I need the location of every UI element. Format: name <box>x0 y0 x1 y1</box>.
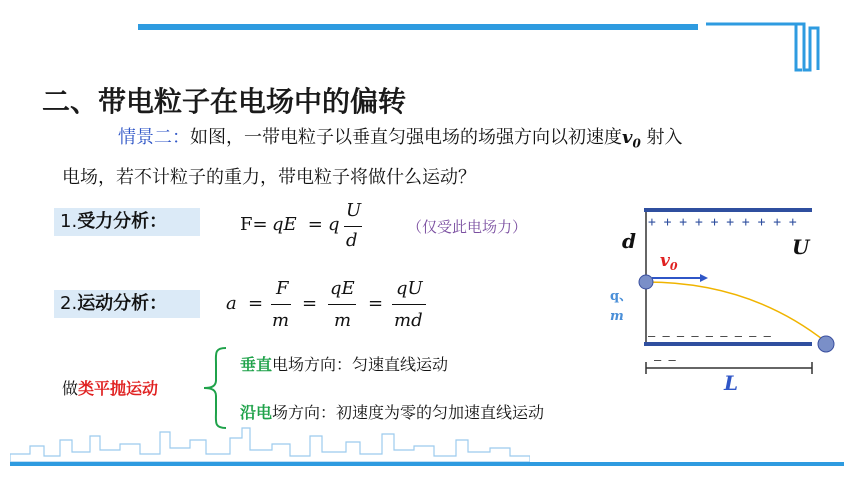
branch1-text: 电场方向：匀速直线运动 <box>272 355 449 374</box>
force-formula <box>240 200 370 260</box>
L-label: L <box>724 371 739 395</box>
particle-start <box>639 275 653 289</box>
d-label: d <box>622 229 636 253</box>
slide-title: 二、带电粒子在电场中的偏转 <box>42 85 407 118</box>
city-skyline-decoration <box>10 410 530 464</box>
velocity-arrowhead <box>700 274 708 282</box>
force-formula-denominator: d <box>346 230 358 251</box>
acceleration-formula <box>226 276 446 336</box>
capacitor-diagram <box>600 200 850 400</box>
force-analysis-number: 1. <box>60 211 78 232</box>
acc-f1-bar <box>271 304 291 305</box>
scenario-question: 电场，若不计粒子的重力，带电粒子将做什么运动？ <box>62 167 476 188</box>
scenario-label: 情景二： <box>118 127 190 148</box>
branch-perpendicular <box>240 352 448 375</box>
acc-f2-bar <box>328 304 356 305</box>
acc-f1-num: F <box>276 278 289 299</box>
acc-f3-den: md <box>394 310 423 331</box>
acc-eq2: = <box>302 293 318 314</box>
top-plate <box>644 208 812 212</box>
force-formula-numerator: U <box>346 200 362 221</box>
branch2-text: 场方向：初速度为零的匀加速直线运动 <box>272 403 545 422</box>
footer-accent-line <box>10 462 844 466</box>
acc-f3-num: qU <box>396 278 423 299</box>
conclusion-lead <box>62 376 158 399</box>
bottom-left-charges: — — <box>654 353 676 367</box>
top-plate-charges: + + + + + + + + + + <box>648 215 797 230</box>
acc-f1-den: m <box>272 310 290 331</box>
force-formula-lhs: F= <box>240 214 268 235</box>
branch1-highlight: 垂直 <box>240 355 273 374</box>
velocity-symbol: $v_0$ <box>622 127 641 151</box>
U-label: U <box>792 235 810 259</box>
acc-f2-den: m <box>334 310 352 331</box>
force-formula-q: q <box>328 214 340 235</box>
scenario-sentence-end: 射入 <box>640 127 683 148</box>
acc-a: a <box>226 293 237 314</box>
acc-eq3: = <box>368 293 384 314</box>
q-label: q、 <box>610 289 633 304</box>
force-note: （仅受此电场力） <box>407 218 528 236</box>
particle-end <box>818 336 834 352</box>
bottom-plate-charges: — — — — — — — — — <box>648 329 771 343</box>
v0-label: $v_0$ <box>660 251 678 273</box>
acc-f2-num: qE <box>330 278 355 299</box>
force-fraction-bar <box>344 226 362 227</box>
force-formula-eq: = <box>302 214 329 235</box>
conclusion-lead-word: 做 <box>62 379 79 398</box>
scenario-sentence: 如图，一带电粒子以垂直匀强电场的场强方向以初速度 <box>190 127 622 148</box>
branch2-highlight: 沿电 <box>240 403 273 422</box>
motion-analysis-number: 2. <box>60 293 78 314</box>
acc-f3-bar <box>392 304 426 305</box>
scenario-text <box>118 123 683 151</box>
force-analysis-heading <box>54 208 200 236</box>
m-label: m <box>610 309 624 324</box>
slide-corner-logo-icon <box>706 18 824 74</box>
force-formula-qE: qE <box>272 214 297 235</box>
conclusion-motion-type: 类平抛运动 <box>78 379 159 398</box>
motion-analysis-heading <box>54 290 200 318</box>
force-analysis-label: 受力分析： <box>77 211 168 232</box>
acc-eq1: = <box>248 293 264 314</box>
motion-analysis-label: 运动分析： <box>77 293 168 314</box>
header-accent-line <box>138 24 698 30</box>
